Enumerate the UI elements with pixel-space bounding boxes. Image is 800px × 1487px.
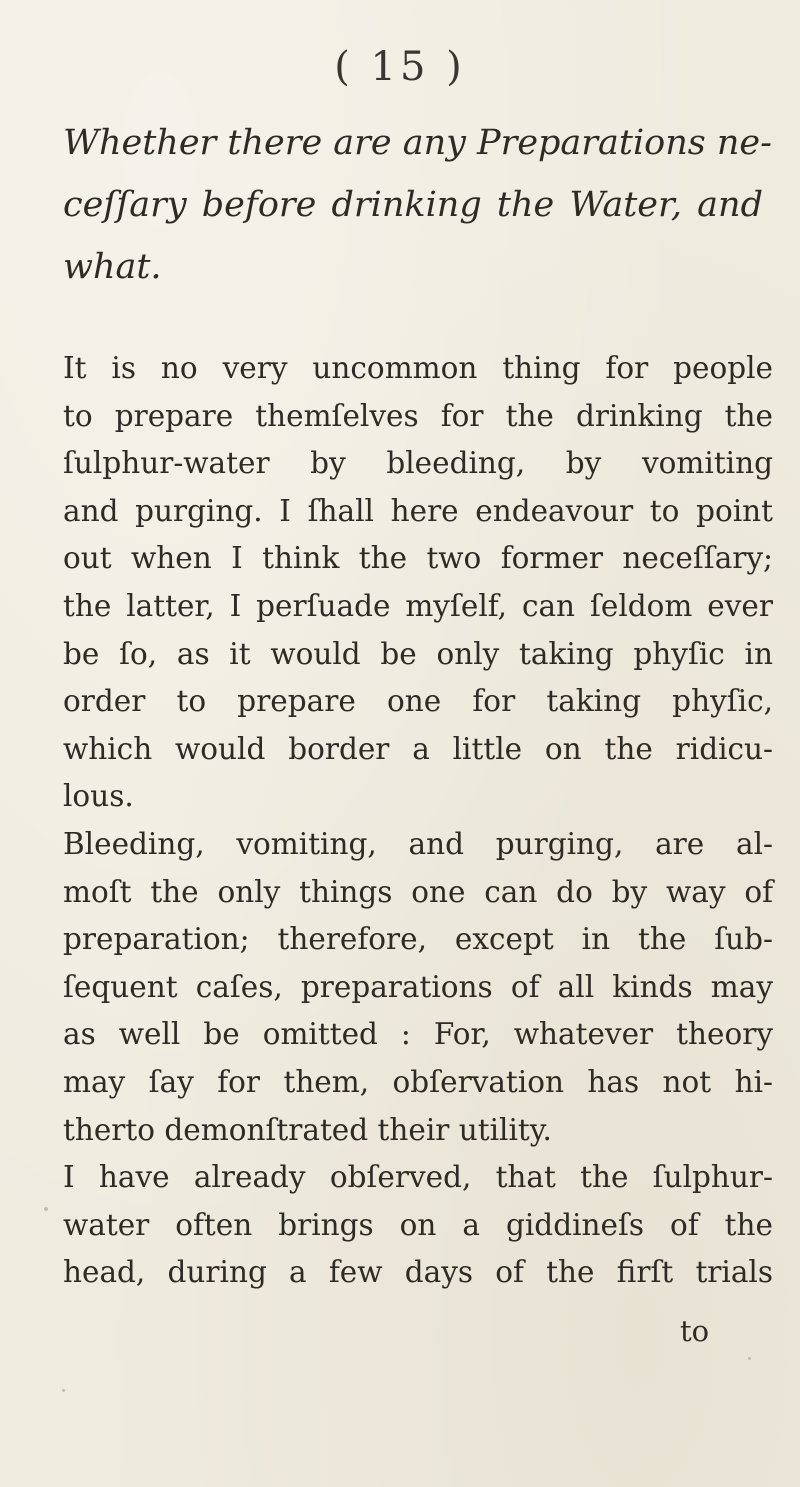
text-line: head, during a few days of the firſt trials xyxy=(63,1255,773,1290)
text-line: out when I think the two former neceſſary; xyxy=(63,541,773,576)
heading-line: Whether there are any Preparations ne- xyxy=(63,123,772,163)
text-line: therto demonſtrated their utility. xyxy=(63,1112,552,1147)
text-line: order to prepare one for taking phyſic, xyxy=(63,684,773,719)
text-line: as well be omitted : For, whatever theory xyxy=(63,1017,773,1052)
text-line: lous. xyxy=(63,779,134,814)
paper-speck xyxy=(62,1389,65,1392)
heading-line: what. xyxy=(63,247,162,287)
text-line: and purging. I ſhall here endeavour to point xyxy=(63,493,773,528)
catchword: to xyxy=(680,1314,710,1348)
paper-speck xyxy=(748,1357,751,1360)
section-heading xyxy=(63,112,772,298)
text-line: preparation; therefore, except in the ſub- xyxy=(63,922,773,957)
text-line: Bleeding, vomiting, and purging, are al- xyxy=(63,826,773,861)
body-text xyxy=(63,345,773,1297)
text-line: be ſo, as it would be only taking phyſic in xyxy=(63,636,773,671)
text-line: water often brings on a giddineſs of the xyxy=(63,1207,773,1242)
text-line: which would border a little on the ridicu- xyxy=(63,731,773,766)
text-line: ſulphur-water by bleeding, by vomiting xyxy=(63,446,773,481)
text-line: to prepare themſelves for the drinking the xyxy=(63,398,773,433)
paper-speck xyxy=(44,1207,48,1211)
text-line: moſt the only things one can do by way of xyxy=(63,874,773,909)
heading-line: ceſſary before drinking the Water, and xyxy=(63,185,763,225)
text-line: the latter, I perſuade myſelf, can ſeldom ever xyxy=(63,588,773,623)
text-line: I have already obſerved, that the ſulphur- xyxy=(63,1160,773,1195)
text-line: It is no very uncommon thing for people xyxy=(63,351,773,385)
text-line: ſequent caſes, preparations of all kinds may xyxy=(63,969,773,1004)
text-line: may ſay for them, obſervation has not hi- xyxy=(63,1064,773,1099)
page-number: ( 15 ) xyxy=(334,44,466,90)
